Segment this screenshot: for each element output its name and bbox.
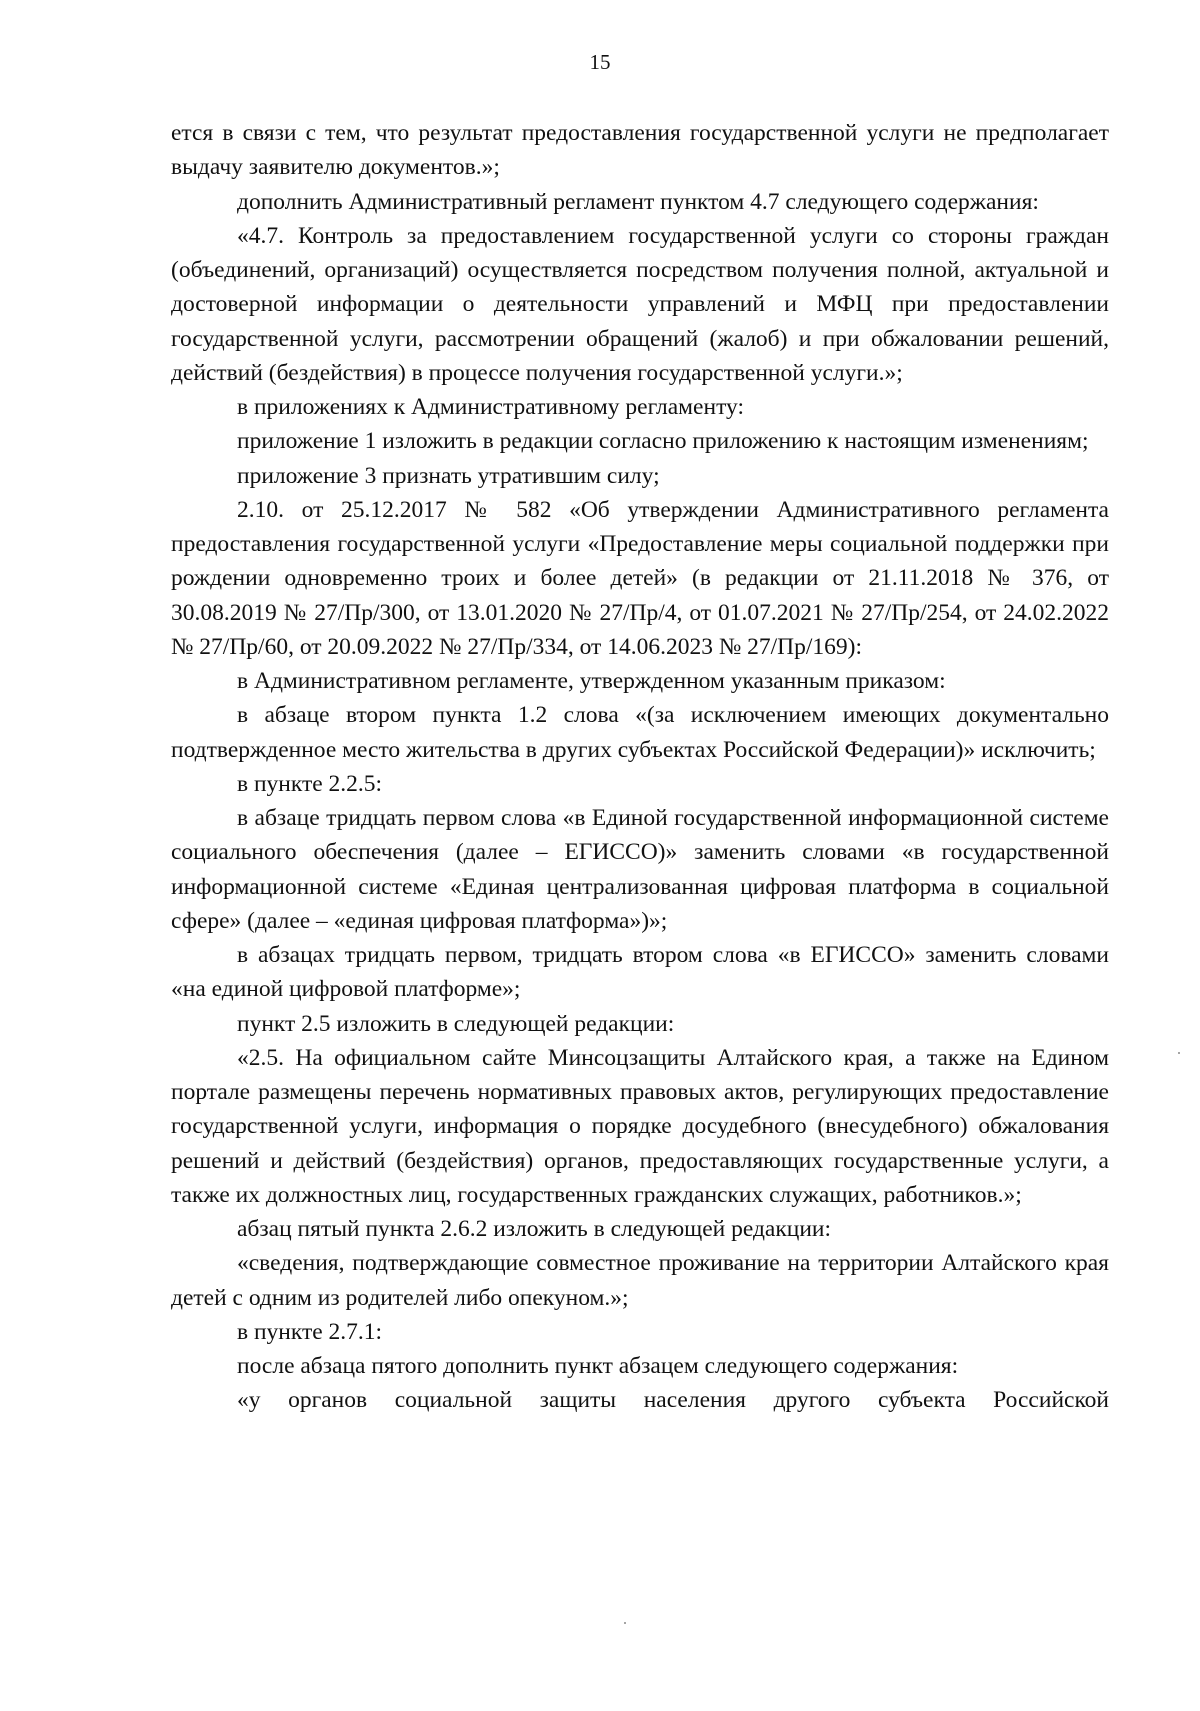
document-body: [171, 116, 1109, 1418]
paragraph: после абзаца пятого дополнить пункт абзацем следующего содержания:: [237, 1353, 959, 1379]
paragraph: в приложениях к Административному регламенту:: [237, 394, 744, 420]
paragraph: в Административном регламенте, утвержденном указанным приказом:: [237, 668, 946, 694]
scan-speck: [1178, 1052, 1180, 1054]
paragraph: пункт 2.5 изложить в следующей редакции:: [237, 1010, 675, 1037]
paragraph: в абзаце тридцать первом слова «в Единой государственной информационной системе социального обеспечения (далее – ЕГИССО)» заменить словами «в государственной информационной системе «Единая централизованная цифровая платформа в социальной сфере» (далее – «единая цифровая платформа»)»;: [171, 805, 1109, 934]
paragraph: дополнить Административный регламент пунктом 4.7 следующего содержания:: [237, 188, 1039, 215]
paragraph: в пункте 2.2.5:: [237, 770, 383, 797]
page-number: 15: [589, 50, 611, 74]
paragraph: «у органов социальной защиты населения другого субъекта Российской: [237, 1387, 1109, 1414]
paragraph: в абзацах тридцать первом, тридцать втором слова «в ЕГИССО» заменить словами «на единой цифровой платформе»;: [171, 942, 1109, 1003]
paragraph: в пункте 2.7.1:: [237, 1318, 383, 1345]
paragraph: приложение 1 изложить в редакции согласно приложению к настоящим изменениям;: [237, 428, 1089, 455]
paragraph: 2.10. от 25.12.2017 № 582 «Об утверждении Административного регламента предоставления государственной услуги «Предоставление меры социальной поддержки при рождении одновременно троих и более детей» (в редакции от 21.11.2018 № 376, от 30.08.2019 № 27/Пр/300, от 13.01.2020 № 27/Пр/4, от 01.07.2021 № 27/Пр/254, от 24.02.2022 № 27/Пр/60, от 20.09.2022 № 27/Пр/334, от 14.06.2023 № 27/Пр/169):: [171, 496, 1109, 660]
paragraph: ется в связи с тем, что результат предоставления государственной услуги не предполагает выдачу заявителю документов.»;: [171, 120, 1109, 181]
paragraph: «сведения, подтверждающие совместное проживание на территории Алтайского края детей с одним из родителей либо опекуном.»;: [171, 1250, 1109, 1311]
paragraph: «4.7. Контроль за предоставлением государственной услуги со стороны граждан (объединений, организаций) осуществляется посредством получения полной, актуальной и достоверной информации о деятельности управлений и МФЦ при предоставлении государственной услуги, рассмотрении обращений (жалоб) и при обжаловании решений, действий (бездействия) в процессе получения государственной услуги.»;: [171, 222, 1109, 386]
scan-speck: [624, 1622, 626, 1624]
paragraph: «2.5. На официальном сайте Минсоцзащиты Алтайского края, а также на Едином портале размещены перечень нормативных правовых актов, регулирующих предоставление государственной услуги, информация о порядке досудебного (внесудебного) обжалования решений и действий (бездействия) органов, предоставляющих государственные услуги, а также их должностных лиц, государственных гражданских служащих, работников.»;: [171, 1044, 1109, 1208]
paragraph: абзац пятый пункта 2.6.2 изложить в следующей редакции:: [237, 1216, 832, 1242]
paragraph: приложение 3 признать утратившим силу;: [237, 462, 660, 489]
paragraph: в абзаце втором пункта 1.2 слова «(за исключением имеющих документально подтвержденное место жительства в других субъектах Российской Федерации)» исключить;: [171, 702, 1109, 763]
